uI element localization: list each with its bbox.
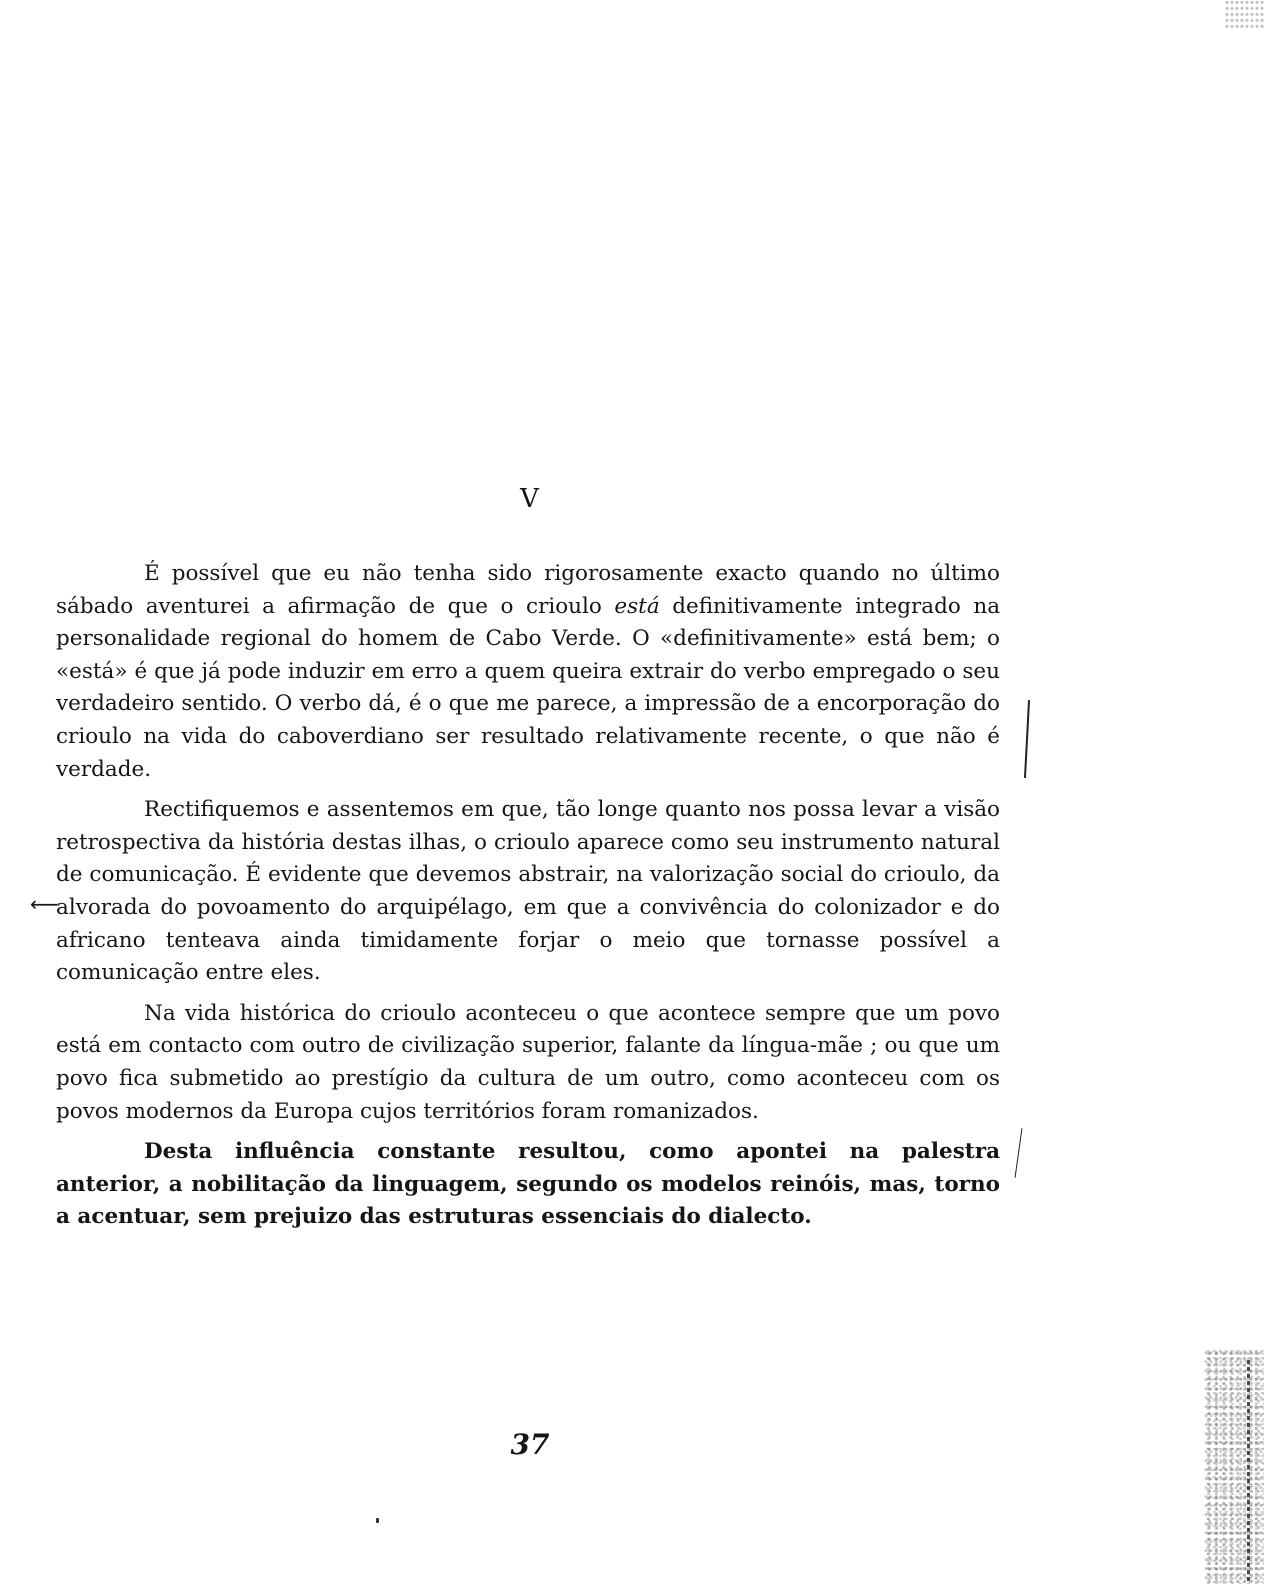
scan-corner-noise [1224,0,1264,30]
paragraph-3: Na vida histórica do crioulo aconteceu o que acontece sempre que um povo está em contacto com outro de civilização superior, falante da língua-mãe ; ou que um povo fica submetido ao prestígio da cultura de um outro, como aconteceu com os povos modernos da Europa cujos territórios foram romanizados. [56,1000,1000,1124]
page-number: 37 [510,1428,550,1461]
paragraph-4: Desta influência constante resultou, como apontei na palestra anterior, a nobilitação da linguagem, segundo os modelos reinóis, mas, torno a acentuar, sem prejuizo das estruturas essenciais do dialecto. [56,1139,1000,1230]
chapter-heading: V [520,484,540,514]
paragraph-1 [56,558,1000,786]
paragraph-1-part-1: É possível que eu não tenha sido rigorosamente exacto quando no último sábado aventurei a afirmação de que o crioulo [56,561,1000,619]
scan-edge-noise [1204,1350,1264,1584]
margin-arrow-icon: ⟵ [30,892,59,916]
ink-speck [376,1518,379,1523]
scan-edge-line [1247,1360,1250,1584]
body-text [56,558,1000,1242]
paragraph-2: Rectifiquemos e assentemos em que, tão longe quanto nos possa levar a visão retrospectiva da história destas ilhas, o crioulo aparece como seu instrumento natural de comunicação. É evidente que devemos abstrair, na valorização social do crioulo, da alvorada do povoamento do arquipélago, em que a convivência do colonizador e do africano tenteava ainda timidamente forjar o meio que tornasse possível a comunicação entre eles. [56,797,1000,986]
paragraph-1-part-2: definitivamente integrado na personalidade regional do homem de Cabo Verde. O «definitivamente» está bem; o «está» é que já pode induzir em erro a quem queira extrair do verbo empregado o seu verdadeiro sentido. O verbo dá, é o que me parece, a impressão de a encorporação do crioulo na vida do caboverdiano ser resultado relativamente recente, o que não é verdade. [56,593,1001,782]
margin-mark-bar-2 [1015,1128,1023,1178]
paragraph-1-italic: está [614,593,660,619]
margin-mark-bar-1 [1024,700,1030,778]
